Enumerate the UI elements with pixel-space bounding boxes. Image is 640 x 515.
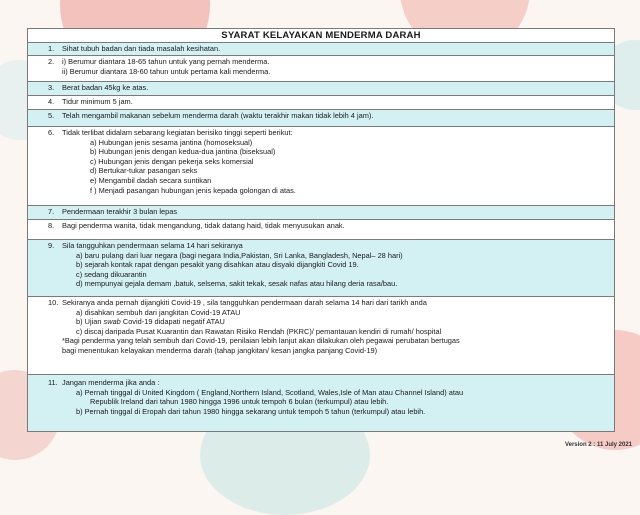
item-text: b) Hubungan jenis dengan kedua-dua jantina (biseksual) [90, 147, 276, 157]
item-text: Telah mengambil makanan sebelum menderma darah (waktu terakhir makan tidak lebih 4 jam). [62, 111, 374, 120]
item-text: Bagi penderma wanita, tidak mengandung, tidak datang haid, tidak menyusukan anak. [62, 221, 345, 230]
item-text: Pendermaan terakhir 3 bulan lepas [62, 207, 178, 216]
table-row [28, 297, 614, 375]
item-text: Republik Ireland dari tahun 1980 hingga 1996 untuk tempoh 6 bulan (terkumpul) atau lebih. [90, 397, 389, 407]
item-number: 1. [48, 44, 55, 53]
item-text: ii) Berumur diantara 18-60 tahun untuk pertama kali menderma. [62, 66, 271, 76]
item-number: 5. [48, 111, 55, 120]
item-text: Covid-19 didapati negatif ATAU [122, 317, 225, 327]
item-text: b) sejarah kontak rapat dengan pesakit yang disahkan atau disyaki dijangkiti Covid 19. [76, 260, 359, 270]
table-row [28, 96, 614, 110]
item-text: Berat badan 45kg ke atas. [62, 83, 149, 92]
item-number: 7. [48, 207, 55, 216]
table-row [28, 220, 614, 240]
item-text: e) Mengambil dadah secara suntikan [90, 175, 212, 185]
item-text: f ) Menjadi pasangan hubungan jenis kepada golongan di atas. [90, 185, 296, 195]
item-text: a) Pernah tinggal di United Kingdom ( England,Northern Island, Scotland, Wales,Isle of Man atau Channel Island) atau [76, 387, 464, 397]
table-row [28, 82, 614, 96]
item-number: 6. [48, 128, 55, 137]
item-text: Sihat tubuh badan dan tiada masalah kesihatan. [62, 44, 221, 53]
table-row [28, 43, 614, 56]
item-text: Tidak terlibat didalam sebarang kegiatan berisiko tinggi seperti berikut: [62, 128, 293, 137]
item-text: Jangan menderma jika anda : [62, 378, 160, 387]
item-text: *Bagi penderma yang telah sembuh dari Covid-19, penilaian lebih lanjut akan dilakukan oleh pegawai perubatan bertugas [62, 336, 460, 346]
item-text: a) disahkan sembuh dari jangkitan Covid-19 ATAU [76, 307, 241, 317]
item-text: b) Pernah tinggal di Eropah dari tahun 1980 hingga sekarang untuk tempoh 5 tahun (terkumpul) atau lebih. [76, 406, 426, 416]
item-number: 11. [48, 378, 58, 387]
item-text: bagi menentukan kelayakan menderma darah (tahap jangkitan/ kesan jangka panjang Covid-19) [62, 345, 378, 355]
item-number: 9. [48, 241, 55, 250]
requirements-table [27, 28, 615, 432]
version-label: Version 2 : 11 July 2021 [564, 442, 632, 448]
item-number: 4. [48, 97, 55, 106]
item-number: 8. [48, 221, 55, 230]
table-row [28, 375, 614, 431]
item-text: Tidur minimum 5 jam. [62, 97, 133, 106]
table-row [28, 206, 614, 220]
table-row [28, 56, 614, 82]
table-row [28, 127, 614, 206]
item-text: swab [103, 317, 121, 327]
item-text: Sekiranya anda pernah dijangkiti Covid-19 , sila tangguhkan pendermaan darah selama 14 hari dari tarikh anda [62, 298, 427, 307]
table-row [28, 240, 614, 297]
item-number: 2. [48, 57, 55, 66]
table-row [28, 110, 614, 127]
item-number: 10. [48, 298, 59, 307]
item-text: c) sedang dikuarantin [76, 269, 147, 279]
item-text: a) Hubungan jenis sesama jantina (homoseksual) [90, 137, 253, 147]
item-text: d) Bertukar-tukar pasangan seks [90, 166, 198, 176]
item-text: Sila tangguhkan pendermaan selama 14 hari sekiranya [62, 241, 243, 250]
item-number: 3. [48, 83, 55, 92]
item-text: b) Ujian [76, 317, 102, 327]
item-text: c) discaj daripada Pusat Kuarantin dan Rawatan Risiko Rendah (PKRC)/ pemantauan kendiri di rumah/ hospital [76, 326, 442, 336]
item-text: i) Berumur diantara 18-65 tahun untuk yang pernah menderma. [62, 57, 270, 66]
table-title: SYARAT KELAYAKAN MENDERMA DARAH [28, 29, 614, 43]
item-text: a) baru pulang dari luar negara (bagi negara India,Pakistan, Sri Lanka, Bangladesh, Nepal– 28 hari) [76, 250, 403, 260]
item-text: c) Hubungan jenis dengan pekerja seks komersial [90, 156, 254, 166]
item-text: d) mempunyai gejala demam ,batuk, selsema, sakit tekak, sesak nafas atau hilang deria rasa/bau. [76, 279, 398, 289]
